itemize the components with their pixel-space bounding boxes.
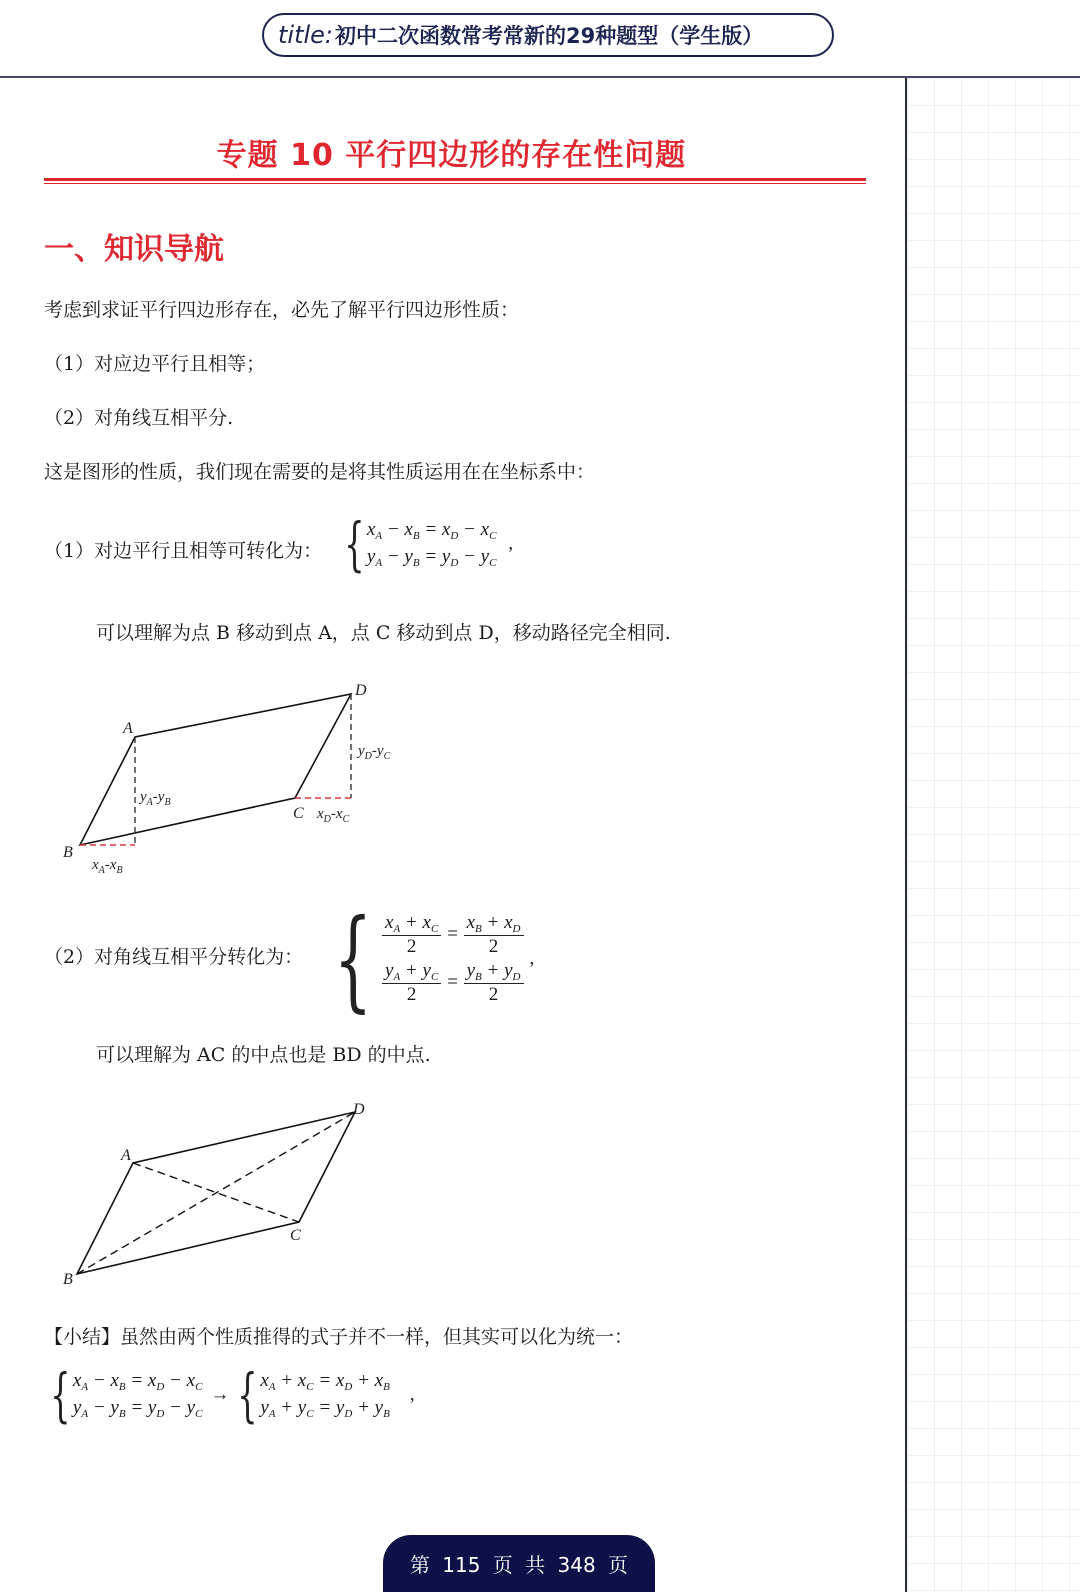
left-brace: { xyxy=(237,1361,259,1429)
apply-paragraph: 这是图形的性质，我们现在需要的是将其性质运用在在坐标系中： xyxy=(44,461,596,483)
svg-text:xD-xC: $x_D-x_C$ xyxy=(317,806,350,825)
equation-system-1 xyxy=(336,510,514,578)
eq2-row1: $\frac{x_A + x_C}{2}$ = $\frac{x_B + x_D}{2}$ xyxy=(382,912,524,958)
intro-paragraph: 考虑到求证平行四边形存在，必先了解平行四边形性质： xyxy=(44,299,520,321)
left-brace: { xyxy=(333,895,373,1023)
comma: , xyxy=(409,1384,415,1405)
point-d-label: D xyxy=(353,1101,365,1118)
equation-system-2 xyxy=(318,895,535,1023)
summary-left-row2: $y_A - y_B = y_D - y_C$ xyxy=(72,1397,203,1420)
arrow-icon: → xyxy=(210,1384,230,1405)
comma: , xyxy=(508,533,514,554)
point-d-label: D xyxy=(355,682,367,699)
point-b-label: B xyxy=(63,1271,73,1286)
section-heading: 一、知识导航 xyxy=(44,232,224,267)
eq1-row1: $x_A - x_B = x_D - x_C$ xyxy=(366,519,497,542)
page-title: 专题 10 平行四边形的存在性问题 xyxy=(216,138,687,173)
summary-paragraph: 【小结】虽然由两个性质推得的式子并不一样，但其实可以化为统一： xyxy=(44,1326,634,1348)
comma: , xyxy=(529,948,535,969)
grid-side-panel xyxy=(905,78,1080,1592)
point-a-label: A xyxy=(123,720,133,737)
summary-right-row2: $y_A + y_C = y_D + y_B$ xyxy=(260,1397,390,1420)
svg-text:xA-xB: $x_A-x_B$ xyxy=(92,857,123,876)
conversion-2-label: （2）对角线互相平分转化为： xyxy=(44,946,304,968)
eq1-row2: $y_A - y_B = y_D - y_C$ xyxy=(366,546,497,569)
property-1: （1）对应边平行且相等； xyxy=(44,353,266,375)
point-b-label: B xyxy=(63,844,73,861)
conversion-2-explanation: 可以理解为 AC 的中点也是 BD 的中点. xyxy=(96,1044,431,1066)
point-c-label: C xyxy=(290,1227,301,1244)
summary-equations xyxy=(42,1361,415,1429)
parallelogram-diagonals-diagram xyxy=(55,1096,385,1286)
svg-text:yA-yB: $y_A-y_B$ xyxy=(140,789,171,808)
document-title-badge xyxy=(262,13,834,57)
header-bar xyxy=(0,0,1080,78)
conversion-1-label: （1）对边平行且相等可转化为： xyxy=(44,540,323,562)
point-a-label: A xyxy=(121,1147,131,1164)
eq2-row2: $\frac{y_A + y_C}{2}$ = $\frac{y_B + y_D}{2}$ xyxy=(382,960,524,1006)
title-divider xyxy=(44,178,866,184)
point-c-label: C xyxy=(293,805,304,822)
summary-left-row1: $x_A - x_B = x_D - x_C$ xyxy=(72,1370,203,1393)
conversion-1-explanation: 可以理解为点 B 移动到点 A，点 C 移动到点 D，移动路径完全相同. xyxy=(96,622,671,644)
document-page xyxy=(0,78,903,1592)
summary-right-row1: $x_A + x_C = x_D + x_B$ xyxy=(260,1370,390,1393)
property-2: （2）对角线互相平分. xyxy=(44,407,234,429)
page-indicator: 第 115 页 共 348 页 xyxy=(383,1535,655,1592)
parallelogram-translation-diagram xyxy=(55,673,435,883)
svg-text:yD-yC: $y_D-y_C$ xyxy=(358,743,391,762)
book-title: 初中二次函数常考常新的29种题型（学生版） xyxy=(335,24,764,48)
title-prefix: title: xyxy=(278,21,334,49)
left-brace: { xyxy=(344,510,365,578)
left-brace: { xyxy=(50,1361,71,1429)
